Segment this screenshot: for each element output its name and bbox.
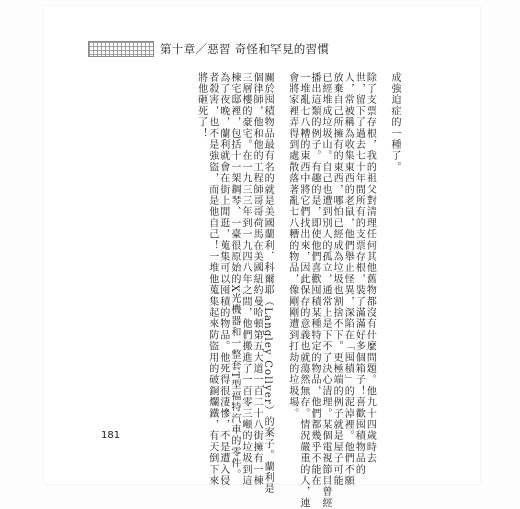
text-column: 為了夜晚，蘭利就會在街上閒逛，蒐集可以囤積的物品。他死得很淒慘，不是遭入侵 xyxy=(217,72,229,487)
text-column: 將他砸死了！ xyxy=(195,72,207,140)
chapter-header xyxy=(88,40,329,58)
text-column: 成強迫症的一種了。 xyxy=(389,72,400,173)
paragraph-gap xyxy=(275,72,287,398)
text-column: 放棄自己所擁有的東西，哪怕已經成為垃圾也割捨不下。更極端的例子就是屋子可能 xyxy=(331,72,343,487)
text-column: 除了支票存根，我的祖父對清理任何其他舊物都沒有什麼問題。他九十四歲時去 xyxy=(364,72,376,464)
text-column: 三層樓的豪宅。在一九三三年到一九四八年之間，他們搬進了一百零三噸的垃圾到這 xyxy=(239,72,251,487)
paragraph-gap xyxy=(377,72,389,398)
text-column: 者殺害，也不是強盜，而是他自己！一堆他蒐集起來防盜用的破銅爛鐵，有天倒下來 xyxy=(206,72,218,487)
chapter-title: 第十章／惡習 奇怪和罕見的習慣 xyxy=(160,42,330,56)
text-column: 會將家裡弄得到處散落著亂七八糟的物品，像剛剛遭到打劫的垃圾場。 xyxy=(286,72,298,420)
text-column: 個律師，他和他的工程師哥哥荷馬在美國紐約曼哈頓第五大道一百二十八街擁有一棟 xyxy=(251,72,263,487)
text-column: 一堆亂七八糟的東西中將它們找出來，因此保存的意義也就蕩然無存。情況嚴重的人，連 xyxy=(297,72,309,509)
text-column: 棟宅邸裡，包括十一架鋼琴、一臺很原始的X光機器和一整套T型福特汽車的零件。 xyxy=(228,72,240,481)
grid-pattern-icon xyxy=(88,41,154,57)
body-text xyxy=(116,72,400,509)
text-column: 已經堆成垃圾山。自己也遭到別人的孤立，通常上是下不了決心清理。某個電視節目曾經 xyxy=(320,72,332,509)
page-number: 181 xyxy=(101,430,121,441)
text-column: 人，常被稱為收集東西的老鼠，他們舉止怪異，深陷在「囤積」的泥淖裡。他們不願 xyxy=(342,72,354,487)
text-column: 播出這類的例子。有趣的是，即使他們喜歡囤積某種特定的物品，他們都幾乎不能在 xyxy=(308,72,320,487)
text-column: 世，留下了過去七十年間所有的支票存根，裝了滿滿好多個箱子！喜歡囤積物品的 xyxy=(353,72,365,476)
text-column: 關於囤積物品最有名的就是美國蘭利．科爾耶（Langley Collyer）的案子。蘭利是 xyxy=(262,72,274,495)
